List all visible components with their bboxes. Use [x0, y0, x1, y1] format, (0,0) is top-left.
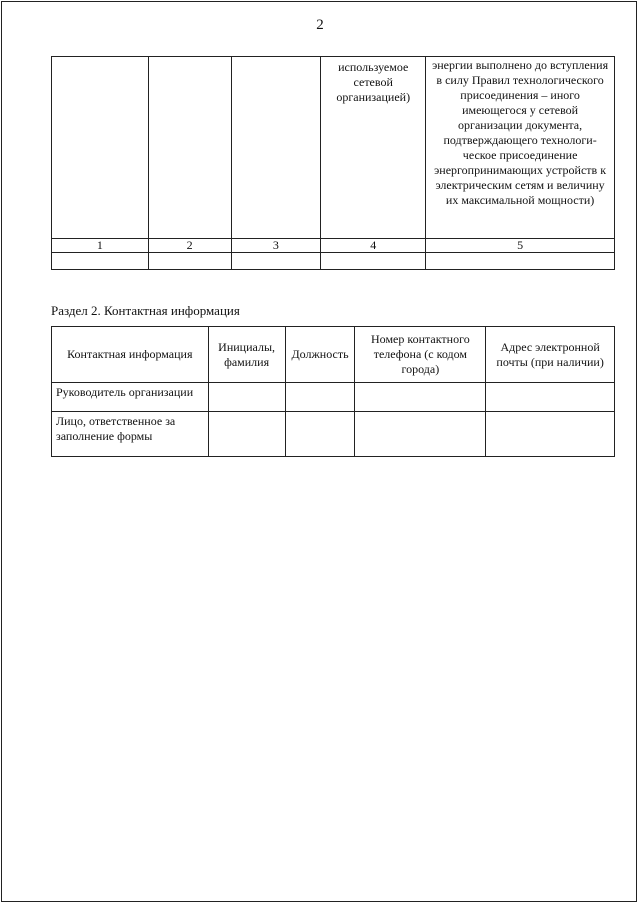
column-number-row [52, 239, 615, 253]
table-cell[interactable] [208, 383, 285, 412]
table-cell[interactable] [231, 253, 321, 270]
contact-info-table [51, 326, 615, 457]
continuation-table [51, 56, 615, 270]
column-number: 4 [321, 239, 426, 253]
col5-continuation-text: энергии выполнено до вступления в силу Правил технологического присоединения – иного имеющегося у сетевой организации документа, подтверждающего технологи-ческое присоединение энергопринимающих устройств к электрическим сетям и величину их максимальной мощности) [426, 57, 615, 239]
row-label: Лицо, ответственное за заполнение формы [52, 412, 209, 457]
table-row [52, 383, 615, 412]
section-title: Раздел 2. Контактная информация [51, 303, 240, 318]
table-row [52, 412, 615, 457]
table-cell[interactable] [321, 253, 426, 270]
table-cell [52, 57, 149, 239]
table-cell[interactable] [426, 253, 615, 270]
page-number: 2 [316, 17, 324, 33]
table-cell[interactable] [355, 412, 486, 457]
column-header: Инициалы, фамилия [208, 327, 285, 383]
column-number: 3 [231, 239, 321, 253]
table-cell[interactable] [285, 412, 355, 457]
table-row [52, 253, 615, 270]
column-header: Должность [285, 327, 355, 383]
row-label: Руководитель организации [52, 383, 209, 412]
table-cell[interactable] [355, 383, 486, 412]
column-number: 1 [52, 239, 149, 253]
column-header: Контактная информация [52, 327, 209, 383]
table-row [52, 57, 615, 239]
table-header-row [52, 327, 615, 383]
table-cell[interactable] [486, 383, 615, 412]
column-header: Номер контактного телефона (с кодом города) [355, 327, 486, 383]
column-number: 5 [426, 239, 615, 253]
col4-continuation-text: используемое сетевой организацией) [321, 57, 426, 239]
table-cell [231, 57, 321, 239]
table-cell [148, 57, 231, 239]
table-cell[interactable] [148, 253, 231, 270]
table-cell[interactable] [52, 253, 149, 270]
table-cell[interactable] [285, 383, 355, 412]
table-cell[interactable] [208, 412, 285, 457]
table-cell[interactable] [486, 412, 615, 457]
column-number: 2 [148, 239, 231, 253]
column-header: Адрес электронной почты (при наличии) [486, 327, 615, 383]
